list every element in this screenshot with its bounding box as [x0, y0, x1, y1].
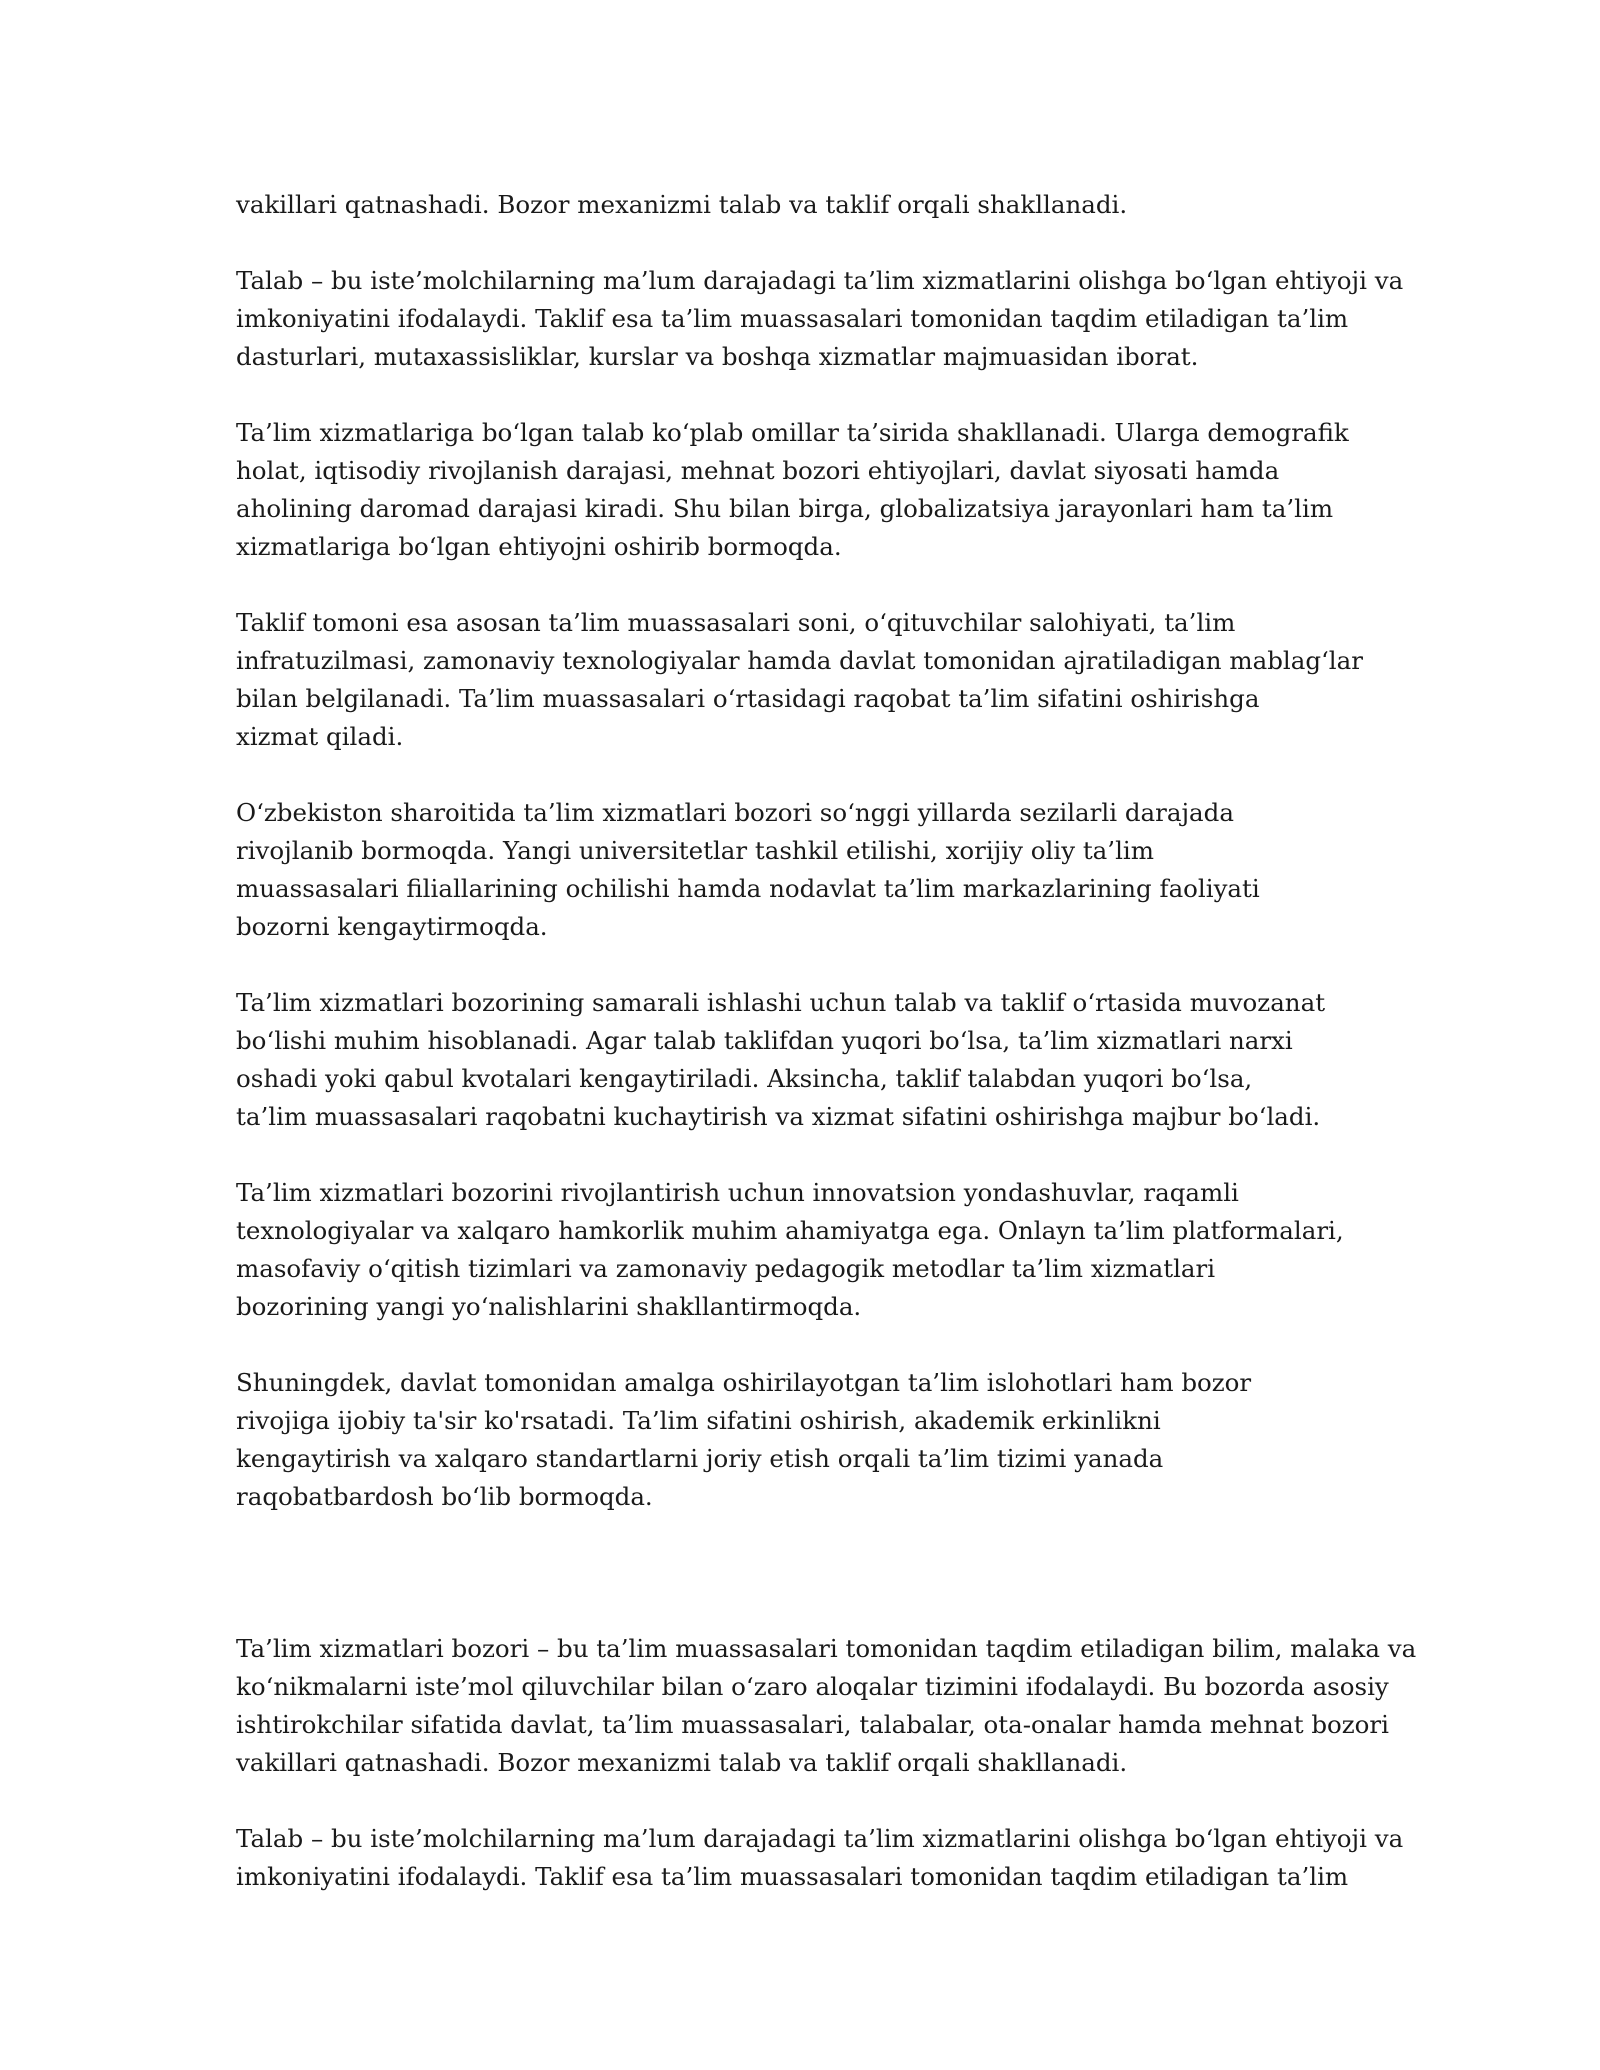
text-line: vakillari qatnashadi. Bozor mexanizmi talab va taklif orqali shakllanadi.: [236, 190, 1128, 219]
text-line: ko‘nikmalarni iste’mol qiluvchilar bilan o‘zaro aloqalar tizimini ifodalaydi. Bu bozorda asosiy: [236, 1672, 1389, 1701]
paragraph: [236, 1364, 1386, 1516]
text-line: bo‘lishi muhim hisoblanadi. Agar talab taklifdan yuqori bo‘lsa, ta’lim xizmatlari narxi: [236, 1026, 1293, 1055]
text-line: Talab – bu iste’molchilarning ma’lum darajadagi ta’lim xizmatlarini olishga bo‘lgan ehtiyoji va: [236, 1824, 1404, 1853]
text-line: O‘zbekiston sharoitida ta’lim xizmatlari bozori so‘nggi yillarda sezilarli darajada: [236, 798, 1234, 827]
text-line: oshadi yoki qabul kvotalari kengaytiriladi. Aksincha, taklif talabdan yuqori bo‘lsa,: [236, 1064, 1253, 1093]
paragraph: [236, 414, 1386, 566]
text-line: rivojlanib bormoqda. Yangi universitetlar tashkil etilishi, xorijiy oliy ta’lim: [236, 836, 1154, 865]
paragraph: [236, 1820, 1404, 1896]
text-line: bozorni kengaytirmoqda.: [236, 912, 548, 941]
paragraph: [236, 1174, 1386, 1326]
text-line: Talab – bu iste’molchilarning ma’lum darajadagi ta’lim xizmatlarini olishga bo‘lgan ehtiyoji va: [236, 266, 1404, 295]
text-section-top: [236, 186, 1404, 1516]
text-line: infratuzilmasi, zamonaviy texnologiyalar hamda davlat tomonidan ajratiladigan mablag‘lar: [236, 646, 1363, 675]
text-line: texnologiyalar va xalqaro hamkorlik muhim ahamiyatga ega. Onlayn ta’lim platformalari,: [236, 1216, 1344, 1245]
text-line: Ta’lim xizmatlariga bo‘lgan talab ko‘plab omillar ta’sirida shakllanadi. Ularga demografik: [236, 418, 1349, 447]
text-line: ishtirokchilar sifatida davlat, ta’lim muassasalari, talabalar, ota-onalar hamda mehnat bozori: [236, 1710, 1389, 1739]
paragraph: [236, 262, 1404, 376]
text-line: xizmatlariga bo‘lgan ehtiyojni oshirib bormoqda.: [236, 532, 842, 561]
text-line: imkoniyatini ifodalaydi. Taklif esa ta’lim muassasalari tomonidan taqdim etiladigan ta’lim: [236, 304, 1349, 333]
text-line: imkoniyatini ifodalaydi. Taklif esa ta’lim muassasalari tomonidan taqdim etiladigan ta’lim: [236, 1862, 1349, 1891]
text-line: bilan belgilanadi. Ta’lim muassasalari o‘rtasidagi raqobat ta’lim sifatini oshirishga: [236, 684, 1260, 713]
text-line: ta’lim muassasalari raqobatni kuchaytirish va xizmat sifatini oshirishga majbur bo‘ladi.: [236, 1102, 1321, 1131]
paragraph: [236, 186, 1386, 224]
text-line: Ta’lim xizmatlari bozorini rivojlantirish uchun innovatsion yondashuvlar, raqamli: [236, 1178, 1239, 1207]
text-line: rivojiga ijobiy ta'sir ko'rsatadi. Ta’lim sifatini oshirish, akademik erkinlikni: [236, 1406, 1161, 1435]
text-line: Ta’lim xizmatlari bozori – bu ta’lim muassasalari tomonidan taqdim etiladigan bilim, malaka va: [236, 1634, 1417, 1663]
paragraph: [236, 794, 1386, 946]
section-gap: [236, 1554, 1386, 1630]
text-line: raqobatbardosh bo‘lib bormoqda.: [236, 1482, 653, 1511]
paragraph: [236, 1630, 1417, 1782]
text-section-bottom: [236, 1630, 1417, 1896]
text-line: kengaytirish va xalqaro standartlarni joriy etish orqali ta’lim tizimi yanada: [236, 1444, 1164, 1473]
paragraph: [236, 984, 1386, 1136]
text-line: holat, iqtisodiy rivojlanish darajasi, mehnat bozori ehtiyojlari, davlat siyosati hamda: [236, 456, 1280, 485]
text-line: Taklif tomoni esa asosan ta’lim muassasalari soni, o‘qituvchilar salohiyati, ta’lim: [236, 608, 1236, 637]
text-line: masofaviy o‘qitish tizimlari va zamonaviy pedagogik metodlar ta’lim xizmatlari: [236, 1254, 1216, 1283]
text-line: vakillari qatnashadi. Bozor mexanizmi talab va taklif orqali shakllanadi.: [236, 1748, 1128, 1777]
text-line: bozorining yangi yo‘nalishlarini shakllantirmoqda.: [236, 1292, 862, 1321]
paragraph: [236, 604, 1386, 756]
text-line: aholining daromad darajasi kiradi. Shu bilan birga, globalizatsiya jarayonlari ham ta’lim: [236, 494, 1334, 523]
document-page: [236, 186, 1417, 1934]
text-line: dasturlari, mutaxassisliklar, kurslar va boshqa xizmatlar majmuasidan iborat.: [236, 342, 1199, 371]
text-line: xizmat qiladi.: [236, 722, 404, 751]
text-line: Ta’lim xizmatlari bozorining samarali ishlashi uchun talab va taklif o‘rtasida muvozanat: [236, 988, 1326, 1017]
text-line: muassasalari filiallarining ochilishi hamda nodavlat ta’lim markazlarining faoliyati: [236, 874, 1260, 903]
text-line: Shuningdek, davlat tomonidan amalga oshirilayotgan ta’lim islohotlari ham bozor: [236, 1368, 1252, 1397]
